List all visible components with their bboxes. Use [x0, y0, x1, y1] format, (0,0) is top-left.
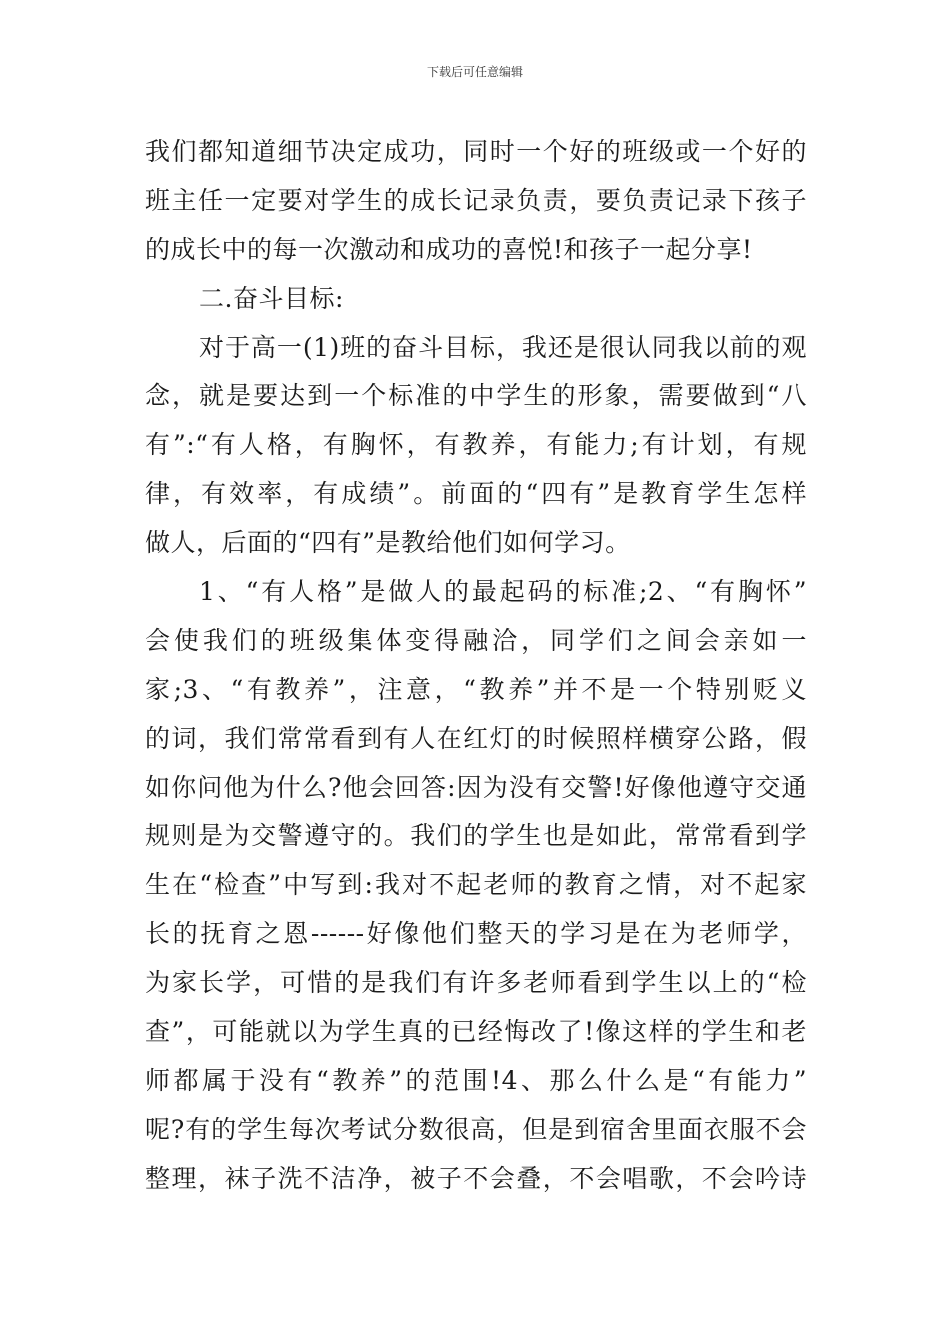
- text-line: 1、“有人格”是做人的最起码的标准;2、“有胸怀”: [199, 577, 807, 607]
- text-line: 做人，后面的“四有”是教给他们如何学习。: [145, 528, 631, 558]
- text-line: 的成长中的每一次激动和成功的喜悦!和孩子一起分享!: [145, 234, 753, 264]
- text-line: 有”:“有人格，有胸怀，有教养，有能力;有计划，有规: [145, 430, 807, 460]
- text-line: 呢?有的学生每次考试分数很高，但是到宿舍里面衣服不会: [145, 1114, 807, 1144]
- text-line: 为家长学，可惜的是我们有许多老师看到学生以上的“检: [145, 968, 807, 998]
- text-line: 律，有效率，有成绩”。前面的“四有”是教育学生怎样: [145, 479, 807, 509]
- document-body: [145, 128, 807, 1204]
- text-line: 我们都知道细节决定成功，同时一个好的班级或一个好的: [145, 137, 807, 166]
- text-line: 整理，袜子洗不洁净，被子不会叠，不会唱歌，不会吟诗: [145, 1163, 807, 1193]
- text-line: 如你问他为什么?他会回答:因为没有交警!好像他遵守交通: [145, 772, 807, 802]
- text-line: 念，就是要达到一个标准的中学生的形象，需要做到“八: [145, 381, 807, 411]
- text-line: 班主任一定要对学生的成长记录负责，要负责记录下孩子: [145, 185, 807, 215]
- text-line: 规则是为交警遵守的。我们的学生也是如此，常常看到学: [145, 821, 807, 851]
- text-line: 师都属于没有“教养”的范围!4、那么什么是“有能力”: [145, 1065, 807, 1095]
- text-line: 会使我们的班级集体变得融洽，同学们之间会亲如一: [145, 625, 807, 655]
- page-header: 下载后可任意编辑: [426, 65, 523, 79]
- text-line: 长的抚育之恩------好像他们整天的学习是在为老师学，: [145, 919, 807, 949]
- text-line: 家;3、“有教养”，注意，“教养”并不是一个特别贬义: [145, 674, 807, 704]
- text-line: 生在“检查”中写到:我对不起老师的教育之情，对不起家: [145, 870, 807, 900]
- text-line: 对于高一(1)班的奋斗目标，我还是很认同我以前的观: [199, 332, 807, 362]
- text-line: 查”，可能就以为学生真的已经悔改了!像这样的学生和老: [145, 1017, 807, 1047]
- text-line: 的词，我们常常看到有人在红灯的时候照样横穿公路，假: [145, 723, 807, 753]
- section-heading: 二.奋斗目标:: [199, 283, 344, 313]
